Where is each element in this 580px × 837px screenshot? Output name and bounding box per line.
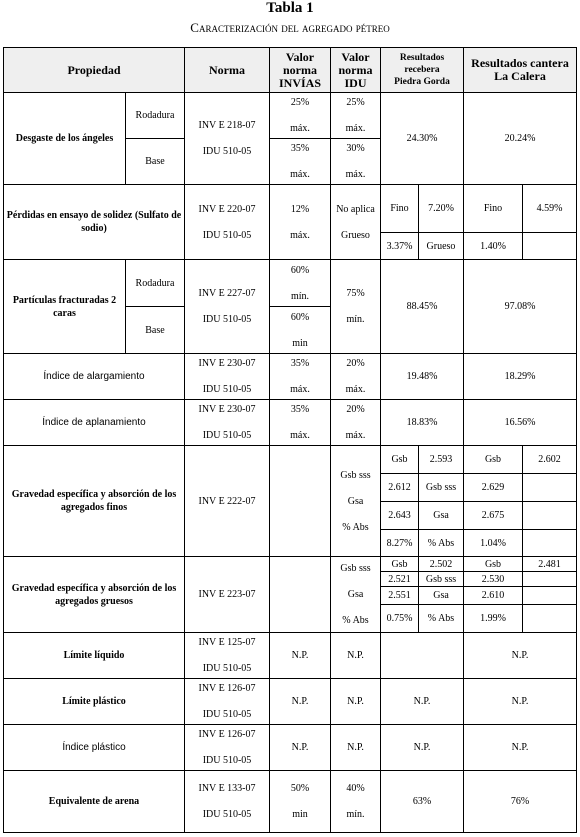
alargamiento-idu-val: 20% bbox=[346, 358, 365, 369]
header-idu-line2: norma bbox=[338, 62, 373, 77]
header-idu bbox=[331, 48, 381, 93]
alargamiento-norma-1: INV E 230-07 bbox=[198, 358, 256, 369]
indice-plastico-pg: N.P. bbox=[381, 725, 464, 771]
arena-invias-lim: min bbox=[292, 809, 308, 820]
indice-plastico-norma bbox=[185, 725, 270, 771]
desgaste-invias-1-lim: máx. bbox=[290, 123, 310, 134]
gf-pg-0-b: 2.593 bbox=[419, 446, 464, 474]
perdidas-lc-grueso-val: 1.40% bbox=[464, 233, 523, 260]
indice-plastico-lc: N.P. bbox=[464, 725, 577, 771]
gf-pg-2-b: Gsa bbox=[419, 502, 464, 530]
aplanamiento-idu-lim: máx. bbox=[345, 430, 366, 441]
perdidas-pg-fino-label: Fino bbox=[381, 185, 419, 233]
plastico-idu: N.P. bbox=[331, 679, 381, 725]
header-invias-line1: Valor bbox=[285, 49, 315, 64]
aplanamiento-label: Índice de aplanamiento bbox=[4, 400, 185, 446]
row-limite-plastico bbox=[4, 679, 577, 725]
gg-lc-3-a: 1.99% bbox=[464, 605, 523, 633]
gg-pg-3-b: % Abs bbox=[419, 605, 464, 633]
gravedad-gruesos-norma: INV E 223-07 bbox=[185, 557, 270, 633]
particulas-norma-2: IDU 510-05 bbox=[202, 314, 252, 325]
indice-plastico-norma-2: IDU 510-05 bbox=[202, 755, 252, 766]
gravedad-gruesos-idu-3: % Abs bbox=[342, 615, 369, 626]
aplanamiento-invias-val: 35% bbox=[290, 404, 310, 415]
gf-pg-2-a: 2.643 bbox=[381, 502, 419, 530]
header-pg-line3: Piedra Gorda bbox=[394, 77, 450, 87]
particulas-norma bbox=[185, 260, 270, 354]
desgaste-lc: 20.24% bbox=[464, 93, 577, 185]
arena-lc: 76% bbox=[464, 771, 577, 833]
liquido-idu: N.P. bbox=[331, 633, 381, 679]
desgaste-sub-base: Base bbox=[126, 139, 185, 185]
header-invias-line2: norma bbox=[283, 62, 317, 77]
gg-lc-1-b bbox=[523, 572, 577, 587]
arena-invias-val: 50% bbox=[290, 783, 310, 794]
liquido-norma-1: INV E 125-07 bbox=[198, 637, 256, 648]
perdidas-norma bbox=[185, 185, 270, 260]
gravedad-gruesos-idu bbox=[331, 557, 381, 633]
perdidas-norma-1: INV E 220-07 bbox=[198, 203, 256, 215]
row-equivalente-arena bbox=[4, 771, 577, 833]
header-invias-line3: INVÍAS bbox=[278, 75, 321, 90]
aggregate-table bbox=[3, 47, 577, 833]
row-gravedad-gruesos bbox=[4, 557, 577, 572]
perdidas-pg-fino-val: 7.20% bbox=[419, 185, 464, 233]
aplanamiento-idu-val: 20% bbox=[346, 404, 365, 415]
header-idu-line1: Valor bbox=[341, 49, 370, 64]
particulas-invias-2-val: 60% bbox=[290, 311, 310, 323]
desgaste-invias-2-lim: máx. bbox=[290, 169, 310, 180]
liquido-lc: N.P. bbox=[464, 633, 577, 679]
particulas-invias-1-lim: mín. bbox=[290, 290, 310, 302]
indice-plastico-norma-1: INV E 126-07 bbox=[198, 729, 256, 740]
arena-norma bbox=[185, 771, 270, 833]
gf-lc-3-a: 1.04% bbox=[464, 530, 523, 557]
header-invias bbox=[270, 48, 331, 93]
desgaste-label: Desgaste de los ángeles bbox=[4, 93, 126, 185]
perdidas-invias-val: 12% bbox=[290, 203, 310, 215]
arena-idu-lim: mín. bbox=[346, 809, 365, 820]
row-aplanamiento bbox=[4, 400, 577, 446]
gf-pg-1-a: 2.612 bbox=[381, 474, 419, 502]
header-idu-line3: IDU bbox=[344, 75, 367, 90]
arena-norma-1: INV E 133-07 bbox=[198, 783, 256, 794]
gravedad-finos-label: Gravedad específica y absorción de los agregados finos bbox=[4, 446, 185, 557]
desgaste-norma-1: INV E 218-07 bbox=[198, 120, 256, 131]
particulas-invias-1-val: 60% bbox=[290, 264, 310, 276]
gf-lc-2-a: 2.675 bbox=[464, 502, 523, 530]
perdidas-label: Pérdidas en ensayo de solidez (Sulfato de sodio) bbox=[4, 185, 185, 260]
desgaste-idu-2-val: 30% bbox=[346, 143, 365, 154]
arena-invias bbox=[270, 771, 331, 833]
liquido-pg bbox=[381, 633, 464, 679]
particulas-idu-lim: mín. bbox=[346, 314, 365, 325]
liquido-norma-2: IDU 510-05 bbox=[202, 663, 252, 674]
aplanamiento-invias bbox=[270, 400, 331, 446]
gg-pg-1-b: Gsb sss bbox=[419, 572, 464, 587]
gravedad-gruesos-idu-2: Gsa bbox=[347, 589, 364, 600]
gravedad-gruesos-label: Gravedad específica y absorción de los agregados gruesos bbox=[4, 557, 185, 633]
row-alargamiento bbox=[4, 354, 577, 400]
gravedad-finos-idu-3: % Abs bbox=[342, 521, 369, 533]
desgaste-pg: 24.30% bbox=[381, 93, 464, 185]
desgaste-norma bbox=[185, 93, 270, 185]
desgaste-invias-2 bbox=[270, 139, 331, 185]
table-number: Tabla 1 bbox=[266, 0, 314, 16]
desgaste-idu-1-val: 25% bbox=[346, 97, 365, 108]
row-gravedad-finos bbox=[4, 446, 577, 474]
desgaste-invias-1 bbox=[270, 93, 331, 139]
particulas-idu bbox=[331, 260, 381, 354]
header-lc-line1: Resultados cantera bbox=[471, 56, 569, 70]
gg-lc-2-b bbox=[523, 587, 577, 605]
header-lc-line2: La Calera bbox=[494, 69, 546, 83]
gf-pg-0-a: Gsb bbox=[381, 446, 419, 474]
desgaste-norma-2: IDU 510-05 bbox=[202, 146, 252, 157]
arena-idu-val: 40% bbox=[346, 783, 365, 794]
gg-lc-0-b: 2.481 bbox=[523, 557, 577, 572]
particulas-lc: 97.08% bbox=[464, 260, 577, 354]
perdidas-lc-fino-val: 4.59% bbox=[523, 185, 577, 233]
gg-pg-3-a: 0.75% bbox=[381, 605, 419, 633]
arena-label: Equivalente de arena bbox=[4, 771, 185, 833]
perdidas-lc-fino-label: Fino bbox=[464, 185, 523, 233]
indice-plastico-idu: N.P. bbox=[331, 725, 381, 771]
particulas-sub-base: Base bbox=[126, 307, 185, 354]
particulas-norma-1: INV E 227-07 bbox=[198, 288, 256, 299]
header-piedra-gorda bbox=[381, 48, 464, 93]
gravedad-finos-norma: INV E 222-07 bbox=[185, 446, 270, 557]
liquido-invias: N.P. bbox=[270, 633, 331, 679]
gg-pg-0-b: 2.502 bbox=[419, 557, 464, 572]
gf-lc-3-b bbox=[523, 530, 577, 557]
plastico-invias: N.P. bbox=[270, 679, 331, 725]
particulas-invias-2 bbox=[270, 307, 331, 354]
perdidas-lc-empty bbox=[523, 233, 577, 260]
desgaste-idu-2 bbox=[331, 139, 381, 185]
alargamiento-label: Índice de alargamiento bbox=[4, 354, 185, 400]
plastico-norma-1: INV E 126-07 bbox=[198, 683, 256, 694]
gg-lc-3-b bbox=[523, 605, 577, 633]
perdidas-idu-1: No aplica bbox=[336, 203, 375, 215]
plastico-pg: N.P. bbox=[381, 679, 464, 725]
perdidas-invias bbox=[270, 185, 331, 260]
desgaste-invias-2-val: 35% bbox=[290, 143, 310, 154]
aplanamiento-pg: 18.83% bbox=[381, 400, 464, 446]
gg-pg-0-a: Gsb bbox=[381, 557, 419, 572]
aplanamiento-lc: 16.56% bbox=[464, 400, 577, 446]
gravedad-finos-idu bbox=[331, 446, 381, 557]
arena-idu bbox=[331, 771, 381, 833]
arena-pg: 63% bbox=[381, 771, 464, 833]
desgaste-idu-1 bbox=[331, 93, 381, 139]
header-pg-line1: Resultados bbox=[399, 53, 445, 63]
header-row bbox=[4, 48, 577, 93]
header-norma: Norma bbox=[185, 48, 270, 93]
particulas-idu-val: 75% bbox=[346, 288, 365, 299]
plastico-label: Límite plástico bbox=[4, 679, 185, 725]
gf-lc-1-a: 2.629 bbox=[464, 474, 523, 502]
alargamiento-invias-lim: máx. bbox=[290, 384, 310, 395]
desgaste-sub-rodadura: Rodadura bbox=[126, 93, 185, 139]
row-desgaste bbox=[4, 93, 577, 139]
row-particulas bbox=[4, 260, 577, 307]
header-la-calera bbox=[464, 48, 577, 93]
row-indice-plastico bbox=[4, 725, 577, 771]
aplanamiento-invias-lim: máx. bbox=[290, 430, 310, 441]
indice-plastico-invias: N.P. bbox=[270, 725, 331, 771]
gf-lc-0-b: 2.602 bbox=[523, 446, 577, 474]
gg-lc-1-a: 2.530 bbox=[464, 572, 523, 587]
indice-plastico-label: Índice plástico bbox=[4, 725, 185, 771]
gravedad-finos-idu-2: Gsa bbox=[347, 495, 364, 507]
desgaste-idu-2-lim: máx. bbox=[345, 169, 366, 180]
gravedad-finos-idu-1: Gsb sss bbox=[340, 469, 371, 481]
gg-lc-2-a: 2.610 bbox=[464, 587, 523, 605]
alargamiento-invias bbox=[270, 354, 331, 400]
gf-lc-0-a: Gsb bbox=[464, 446, 523, 474]
desgaste-invias-1-val: 25% bbox=[290, 97, 310, 108]
plastico-norma bbox=[185, 679, 270, 725]
plastico-lc: N.P. bbox=[464, 679, 577, 725]
alargamiento-norma bbox=[185, 354, 270, 400]
alargamiento-idu bbox=[331, 354, 381, 400]
alargamiento-idu-lim: máx. bbox=[345, 384, 366, 395]
perdidas-pg-grueso-val: 3.37% bbox=[381, 233, 419, 260]
liquido-norma bbox=[185, 633, 270, 679]
aplanamiento-norma-1: INV E 230-07 bbox=[198, 404, 256, 415]
gg-pg-2-b: Gsa bbox=[419, 587, 464, 605]
perdidas-pg-grueso-label: Grueso bbox=[419, 233, 464, 260]
table-caption: Caracterización del agregado pétreo bbox=[190, 20, 390, 35]
particulas-invias-2-lim: min bbox=[292, 337, 308, 349]
aplanamiento-norma-2: IDU 510-05 bbox=[202, 430, 252, 441]
particulas-pg: 88.45% bbox=[381, 260, 464, 354]
alargamiento-lc: 18.29% bbox=[464, 354, 577, 400]
gf-pg-3-a: 8.27% bbox=[381, 530, 419, 557]
row-perdidas bbox=[4, 185, 577, 233]
gravedad-gruesos-idu-1: Gsb sss bbox=[340, 563, 371, 574]
desgaste-idu-1-lim: máx. bbox=[345, 123, 366, 134]
perdidas-idu-2: Grueso bbox=[341, 229, 370, 241]
header-pg-line2: recebera bbox=[404, 65, 440, 75]
liquido-label: Límite líquido bbox=[4, 633, 185, 679]
gravedad-gruesos-invias bbox=[270, 557, 331, 633]
row-limite-liquido bbox=[4, 633, 577, 679]
gg-pg-1-a: 2.521 bbox=[381, 572, 419, 587]
gf-lc-2-b bbox=[523, 502, 577, 530]
particulas-invias-1 bbox=[270, 260, 331, 307]
particulas-sub-rodadura: Rodadura bbox=[126, 260, 185, 307]
gravedad-finos-invias bbox=[270, 446, 331, 557]
plastico-norma-2: IDU 510-05 bbox=[202, 709, 252, 720]
gf-pg-1-b: Gsb sss bbox=[419, 474, 464, 502]
perdidas-invias-lim: máx. bbox=[290, 229, 310, 241]
arena-norma-2: IDU 510-05 bbox=[202, 809, 252, 820]
aplanamiento-idu bbox=[331, 400, 381, 446]
particulas-label: Partículas fracturadas 2 caras bbox=[4, 260, 126, 354]
header-propiedad: Propiedad bbox=[4, 48, 185, 93]
alargamiento-pg: 19.48% bbox=[381, 354, 464, 400]
gg-pg-2-a: 2.551 bbox=[381, 587, 419, 605]
gg-lc-0-a: Gsb bbox=[464, 557, 523, 572]
perdidas-idu bbox=[331, 185, 381, 260]
alargamiento-invias-val: 35% bbox=[290, 358, 310, 369]
alargamiento-norma-2: IDU 510-05 bbox=[202, 384, 252, 395]
aplanamiento-norma bbox=[185, 400, 270, 446]
perdidas-norma-2: IDU 510-05 bbox=[202, 229, 252, 241]
gf-pg-3-b: % Abs bbox=[419, 530, 464, 557]
gf-lc-1-b bbox=[523, 474, 577, 502]
